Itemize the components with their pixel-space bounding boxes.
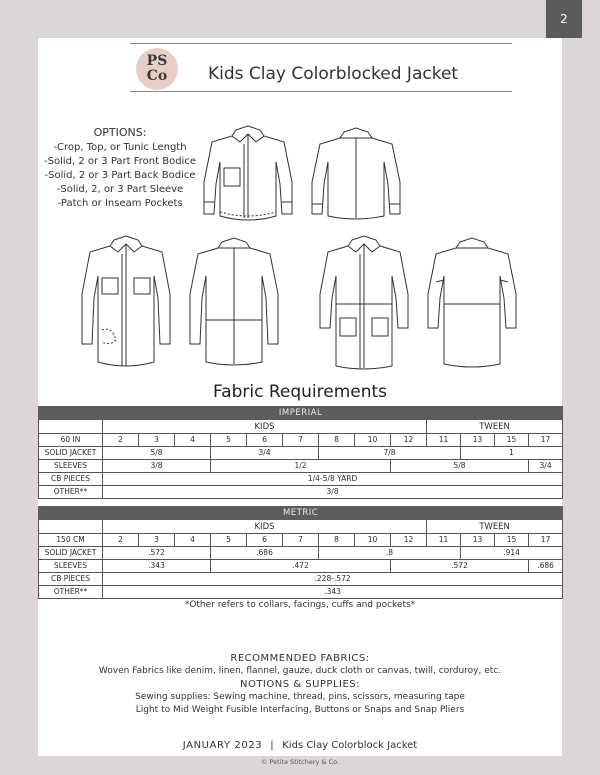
size-cell: 5 (211, 434, 247, 447)
recommended-section (38, 652, 562, 717)
size-cell: 10 (355, 534, 391, 547)
recommended-fabrics-heading: RECOMMENDED FABRICS: (230, 653, 370, 664)
row-label: SLEEVES (39, 560, 103, 573)
row-label: CB PIECES (39, 573, 103, 586)
page-number-tab (546, 0, 582, 38)
notions-line: Sewing supplies: Sewing machine, thread, pins, scissors, measuring tape (135, 692, 465, 702)
value-cell: 3/8 (103, 486, 563, 499)
value-cell: .686 (529, 560, 563, 573)
brand-logo (136, 48, 178, 90)
value-cell: .228-.572 (103, 573, 563, 586)
value-cell: 3/8 (103, 460, 211, 473)
header-rule (130, 43, 512, 44)
footnote: *Other refers to collars, facings, cuffs and pockets* (184, 600, 416, 610)
size-cell: 6 (247, 534, 283, 547)
row-label: CB PIECES (39, 473, 103, 486)
value-cell: 5/8 (103, 447, 211, 460)
option-item: -Patch or Inseam Pockets (57, 198, 183, 209)
notions-heading: NOTIONS & SUPPLIES: (239, 679, 361, 690)
tween-header: TWEEN (427, 420, 563, 434)
footer-title: Kids Clay Colorblock Jacket (282, 740, 418, 751)
value-cell: 7/8 (319, 447, 461, 460)
kids-header: KIDS (103, 520, 427, 534)
option-item: -Solid, 2 or 3 Part Back Bodice (44, 170, 196, 181)
fabric-requirements-title: Fabric Requirements (212, 382, 388, 402)
size-cell: 11 (427, 534, 461, 547)
page-footer (38, 740, 562, 751)
size-cell: 3 (139, 534, 175, 547)
size-cell: 15 (495, 434, 529, 447)
value-cell: .686 (211, 547, 319, 560)
row-label: SOLID JACKET (39, 547, 103, 560)
size-cell: 5 (211, 534, 247, 547)
value-cell: .572 (103, 547, 211, 560)
row-label: OTHER** (39, 486, 103, 499)
value-cell: 1 (461, 447, 563, 460)
size-cell: 13 (461, 434, 495, 447)
size-cell: 8 (319, 534, 355, 547)
size-cell: 2 (103, 434, 139, 447)
option-item: -Solid, 2, or 3 Part Sleeve (56, 184, 184, 195)
size-cell: 7 (283, 434, 319, 447)
row-label: SLEEVES (39, 460, 103, 473)
page-number: 2 (560, 12, 568, 26)
options-list (40, 126, 200, 211)
logo-line-1: PS (146, 53, 168, 69)
size-cell: 13 (461, 534, 495, 547)
size-cell: 8 (319, 434, 355, 447)
imperial-band: IMPERIAL (39, 407, 563, 420)
size-cell: 10 (355, 434, 391, 447)
imperial-table (38, 406, 563, 499)
value-cell: 3/4 (211, 447, 319, 460)
header-rule (130, 91, 512, 92)
value-cell: 5/8 (391, 460, 529, 473)
value-cell: 1/2 (211, 460, 391, 473)
kids-header: KIDS (103, 420, 427, 434)
size-cell: 7 (283, 534, 319, 547)
jacket-front-sketch-top (76, 234, 176, 374)
metric-band: METRIC (39, 507, 563, 520)
unit-cell: 150 CM (39, 534, 103, 547)
pattern-title: Kids Clay Colorblocked Jacket (208, 64, 459, 84)
size-cell: 15 (495, 534, 529, 547)
value-cell: .343 (103, 586, 563, 599)
row-label: OTHER** (39, 586, 103, 599)
size-cell: 17 (529, 534, 563, 547)
size-cell: 4 (175, 534, 211, 547)
jacket-front-sketch-crop (198, 122, 298, 226)
size-cell: 4 (175, 434, 211, 447)
value-cell: .572 (391, 560, 529, 573)
pattern-page (38, 38, 562, 756)
copyright: © Petite Stitchery & Co. (260, 758, 340, 766)
option-item: -Solid, 2 or 3 Part Front Bodice (44, 156, 196, 167)
recommended-fabrics-text: Woven Fabrics like denim, linen, flannel, gauze, duck cloth or canvas, twill, corduroy, etc. (98, 666, 502, 676)
value-cell: .472 (211, 560, 391, 573)
size-cell: 6 (247, 434, 283, 447)
size-cell: 17 (529, 434, 563, 447)
value-cell: .343 (103, 560, 211, 573)
size-cell: 12 (391, 534, 427, 547)
size-cell: 2 (103, 534, 139, 547)
size-cell: 11 (427, 434, 461, 447)
value-cell: 3/4 (529, 460, 563, 473)
size-cell: 12 (391, 434, 427, 447)
option-item: -Crop, Top, or Tunic Length (53, 142, 187, 153)
options-title: OPTIONS: (93, 126, 147, 139)
jacket-back-sketch-top (184, 234, 284, 374)
footer-separator: | (270, 740, 275, 751)
value-cell: .8 (319, 547, 461, 560)
tween-header: TWEEN (427, 520, 563, 534)
metric-table (38, 506, 563, 599)
value-cell: .914 (461, 547, 563, 560)
value-cell: 1/4-5/8 YARD (103, 473, 563, 486)
logo-line-2: Co (146, 68, 168, 84)
unit-cell: 60 IN (39, 434, 103, 447)
notions-line: Light to Mid Weight Fusible Interfacing, Buttons or Snaps and Snap Pliers (135, 705, 465, 715)
footer-date: JANUARY 2023 (182, 740, 263, 751)
jacket-back-sketch-tunic (422, 234, 522, 374)
row-label: SOLID JACKET (39, 447, 103, 460)
jacket-back-sketch-crop (306, 122, 406, 226)
jacket-front-sketch-tunic (314, 234, 414, 374)
size-cell: 3 (139, 434, 175, 447)
